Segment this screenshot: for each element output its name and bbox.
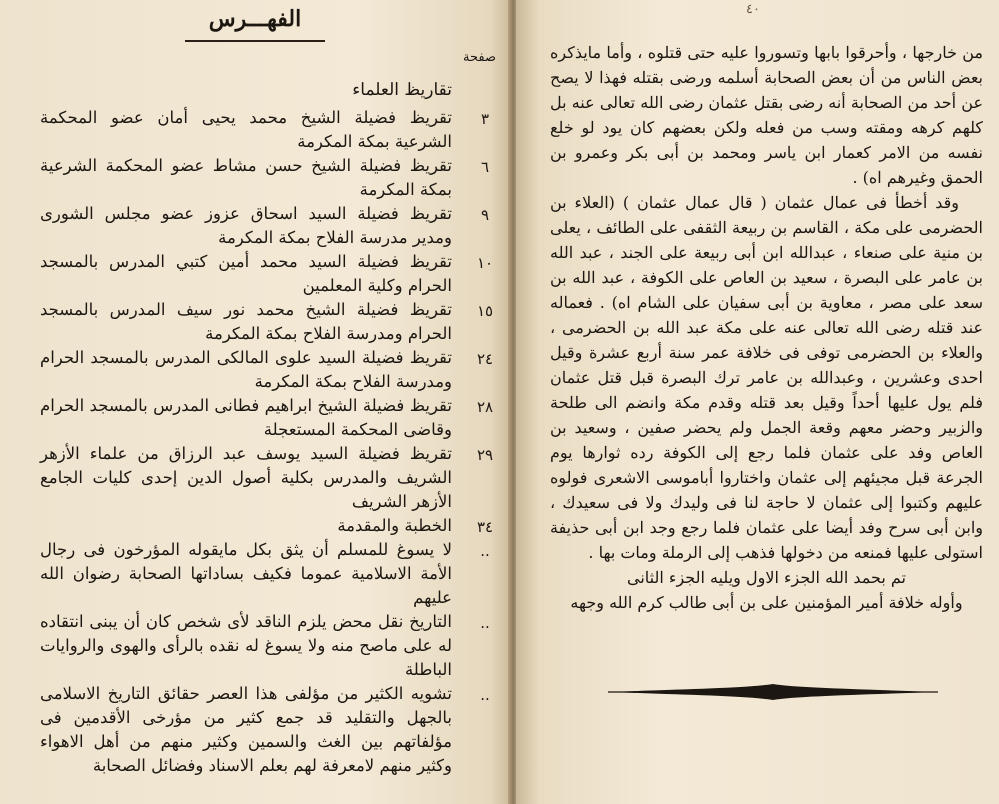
toc-entry xyxy=(0,154,510,202)
toc-entry xyxy=(0,610,510,682)
toc-page-number: ٩ xyxy=(480,206,490,224)
toc-page-number: .. xyxy=(480,542,490,560)
section-heading: تقاريظ العلماء xyxy=(352,80,452,100)
toc-entry-text: لا يسوغ للمسلم أن يثق بكل مايقوله المؤرخون فى رجال الأمة الاسلامية عموما فكيف بساداتها الصحابة رضوان الله عليهم xyxy=(40,540,452,607)
toc-entry-text: تقريظ فضيلة الشيخ حسن مشاط عضو المحكمة الشرعية بمكة المكرمة xyxy=(40,156,452,199)
toc-entry xyxy=(0,442,510,514)
toc-page-number: ٢٩ xyxy=(476,446,494,464)
toc-entry-text: تشويه الكثير من مؤلفى هذا العصر حقائق التاريخ الاسلامى بالجهل والتقليد قد جمع كثير من مؤرخى الأقدمين فى مؤلفاتهم بين الغث والسمين وكثير منهم من أهل الاهواء وكثير منهم لامعرفة لهم بعلم الاسناد وفضائل الصحابة xyxy=(40,684,452,775)
toc-entry xyxy=(0,250,510,298)
toc-entry xyxy=(0,394,510,442)
toc-page-number: .. xyxy=(480,614,490,632)
toc-entry xyxy=(0,682,510,778)
toc-entry-text: تقريظ فضيلة الشيخ محمد يحيى أمان عضو المحكمة الشرعية بمكة المكرمة xyxy=(40,108,452,151)
toc-entry xyxy=(0,538,510,610)
toc-entry-text: تقريظ فضيلة السيد يوسف عبد الرزاق من علماء الأزهر الشريف والمدرس بكلية أصول الدين إحدى كليات الجامع الأزهر الشريف xyxy=(40,444,452,511)
toc-entry-text: تقريظ فضيلة الشيخ محمد نور سيف المدرس بالمسجد الحرام ومدرسة الفلاح بمكة المكرمة xyxy=(40,300,452,343)
toc-page-number: ٢٤ xyxy=(476,350,494,368)
toc-entry-text: تقريظ فضيلة السيد علوى المالكى المدرس بالمسجد الحرام ومدرسة الفلاح بمكة المكرمة xyxy=(40,348,452,391)
title-underline xyxy=(185,40,325,42)
toc-entry-text: الخطبة والمقدمة xyxy=(337,516,452,535)
toc-entry xyxy=(0,298,510,346)
toc-entry-text: تقريظ فضيلة السيد اسحاق عزوز عضو مجلس الشورى ومدير مدرسة الفلاح بمكة المكرمة xyxy=(40,204,452,247)
running-head-mark: ٤٠ xyxy=(746,2,760,17)
closing-line: وأوله خلافة أمير المؤمنين على بن أبى طالب كرم الله وجهه xyxy=(570,593,963,612)
page-column-header: صفحة xyxy=(463,50,496,65)
toc-entry xyxy=(0,514,510,538)
toc-entry-text: تقريظ فضيلة الشيخ ابراهيم فطانى المدرس بالمسجد الحرام وقاضى المحكمة المستعجلة xyxy=(40,396,452,439)
toc-page-number: ٦ xyxy=(480,158,490,176)
toc-page-number: .. xyxy=(480,686,490,704)
toc-page-number: ٣ xyxy=(480,110,490,128)
body-text xyxy=(550,40,983,615)
right-page xyxy=(516,0,999,804)
paragraph: وقد أخطأ فى عمال عثمان ( قال عمال عثمان ) (العلاء بن الحضرمى على مكة ، القاسم بن ربيعة الثقفى على الطائف ، يعلى بن منية على صنعاء ، عبدالله ابن أبى ربيعة على الجند ، عبد الله بن عامر على البصرة ، سعيد بن العاص على الكوفة ، عبد الله بن سعد على مصر ، معاوية بن أبى سفيان على الشام اه) . فعماله عند قتله رضى الله تعالى عنه على مكة عبد الله بن الحضرمى ، والعلاء بن الحضرمى توفى فى خلافة عمر سنة أربع عشرة وقيل احدى وعشرين ، وعبدالله بن عامر ترك البصرة قبل قتل عثمان فلم يول عليها أحداً وقيل بعد قتله وقدم مكة وانضم الى طلحة والزبير وحضر معهم وقعة الجمل ولم يحضر صفين ، وسعيد بن العاص وفد على عثمان فلما رجع إلى الكوفة رده ثوارها يوم الجرعة قبل مجيئهم إلى عثمان واختاروا أباموسى الاشعرى فولوه عليهم وكتبوا إلى عثمان لا حاجة لنا فى وليدك ولا فى سعيدك ، وابن أبى سرح وفد أيضا على عثمان فلما رجع وجد ابن أبى حذيفة استولى عليها فمنعه من دخولها فذهب إلى الرملة ومات بها . xyxy=(550,193,983,562)
toc-page-number: ١٠ xyxy=(476,254,494,272)
toc-page-number: ٢٨ xyxy=(476,398,494,416)
toc-entry xyxy=(0,346,510,394)
toc-entry xyxy=(0,106,510,154)
paragraph: من خارجها ، وأحرقوا بابها وتسوروا عليه حتى قتلوه ، وأما مايذكره بعض الناس من أن بعض الصحابة أسلمه ورضى بقتله فهذا لا يصح عن أحد من الصحابة أنه رضى بقتل عثمان رضى الله تعالى عنه بل كلهم كرهه ومقته وسب من فعله ولكن بعضهم كان يود لو خلع نفسه من الامر كعمار ابن ياسر ومحمد بن أبى بكر وعمرو بن الحمق وغيرهم اه) . xyxy=(550,43,983,187)
page-title: الفهـــرس xyxy=(208,6,302,32)
toc-entry-text: تقريظ فضيلة السيد محمد أمين كتبي المدرس بالمسجد الحرام وكلية المعلمين xyxy=(40,252,452,295)
toc-entry xyxy=(0,202,510,250)
toc-page-number: ٣٤ xyxy=(476,518,494,536)
end-ornament-rule xyxy=(608,680,938,704)
toc-list xyxy=(0,106,510,778)
toc-page-number: ١٥ xyxy=(476,302,494,320)
toc-entry-text: التاريخ نقل محض يلزم الناقد لأى شخص كان أن يبنى انتقاده له على ماصح منه ولا يسوغ له نقده بالرأى والهوى والروايات الباطلة xyxy=(40,612,452,679)
closing-line: تم بحمد الله الجزء الاول ويليه الجزء الثانى xyxy=(627,568,906,587)
